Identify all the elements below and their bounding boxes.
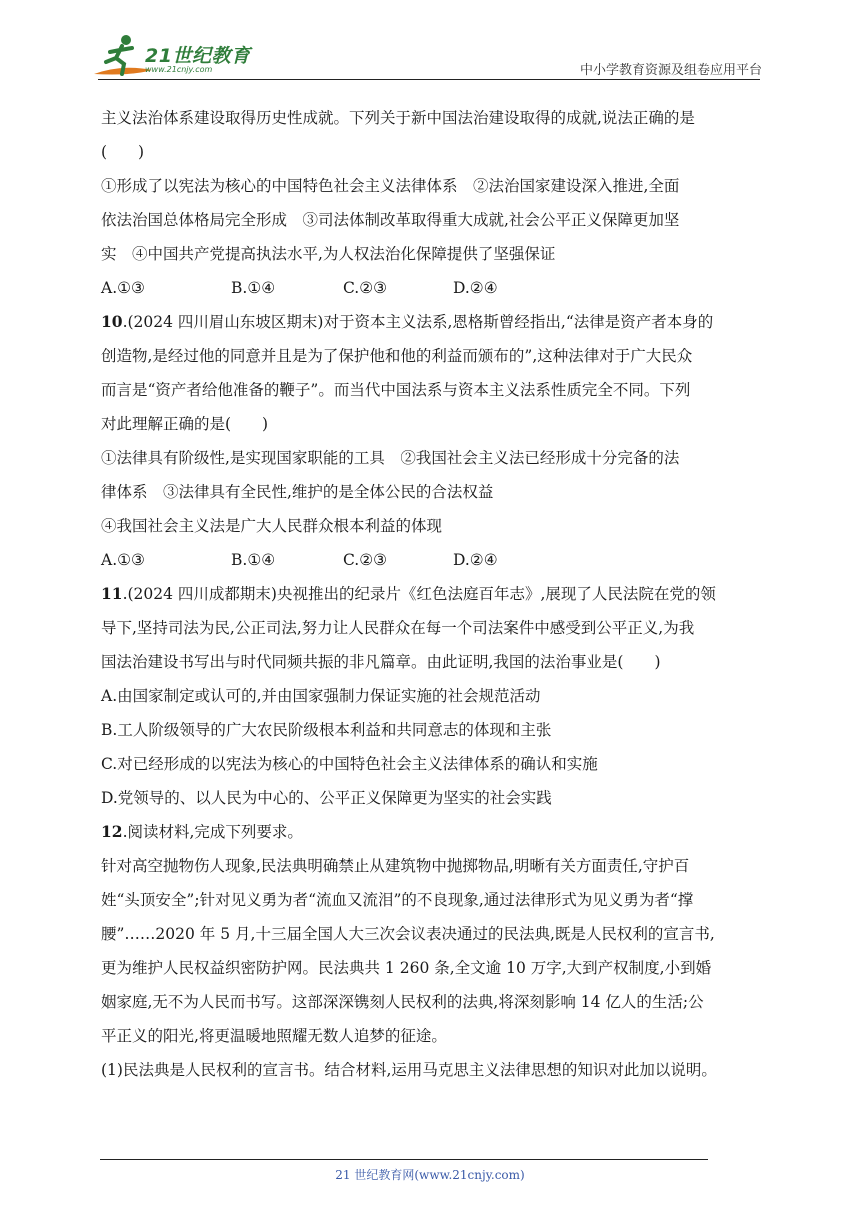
- page-footer: 21 世纪教育网(www.21cnjy.com): [335, 1168, 525, 1182]
- q12-material-line-6: 平正义的阳光,将更温暖地照耀无数人追梦的征途。: [101, 1027, 447, 1045]
- q10-statement-line-2: 律体系 ③法律具有全民性,维护的是全体公民的合法权益: [101, 483, 494, 501]
- q9-stem-line-2: ( ): [101, 143, 145, 161]
- q10-option-d: D.②④: [453, 551, 498, 569]
- page-header: [0, 0, 860, 80]
- q9-statement-line-2: 依法治国总体格局完全形成 ③司法体制改革取得重大成就,社会公平正义保障更加坚: [101, 211, 680, 229]
- q10-stem-text: .(2024 四川眉山东坡区期末)对于资本主义法系,恩格斯曾经指出,“法律是资产者本身的: [122, 313, 714, 331]
- logo-url: www.21cnjy.com: [145, 65, 213, 74]
- q10-stem-line-4: 对此理解正确的是( ): [101, 415, 269, 433]
- q10-stem-line-2: 创造物,是经过他的同意并且是为了保护他和他的利益而颁布的”,这种法律对于广大民众: [101, 347, 693, 365]
- q11-stem-line-2: 导下,坚持司法为民,公正司法,努力让人民群众在每一个司法案件中感受到公平正义,为我: [101, 619, 695, 637]
- q11-option-a: A.由国家制定或认可的,并由国家强制力保证实施的社会规范活动: [101, 687, 541, 705]
- q9-stem-line-1: 主义法治体系建设取得历史性成就。下列关于新中国法治建设取得的成就,说法正确的是: [101, 109, 695, 127]
- q11-option-c: C.对已经形成的以宪法为核心的中国特色社会主义法律体系的确认和实施: [101, 755, 598, 773]
- q11-option-d: D.党领导的、以人民为中心的、公平正义保障更为坚实的社会实践: [101, 789, 552, 807]
- q9-statement-line-3: 实 ④中国共产党提高执法水平,为人权法治化保障提供了坚强保证: [101, 245, 556, 263]
- q12-material-line-1: 针对高空抛物伤人现象,民法典明确禁止从建筑物中抛掷物品,明晰有关方面责任,守护百: [101, 857, 690, 875]
- q12-material-line-2: 姓“头顶安全”;针对见义勇为者“流血又流泪”的不良现象,通过法律形式为见义勇为者“撑: [101, 891, 694, 909]
- header-rule: [98, 79, 760, 80]
- q10-stem-line-3: 而言是“资产者给他准备的鞭子”。而当代中国法系与资本主义法系性质完全不同。下列: [101, 381, 691, 399]
- q9-option-a: A.①③: [101, 279, 145, 297]
- logo-text: 21世纪教育: [145, 45, 251, 67]
- q9-options: [101, 271, 771, 305]
- q10-number: 10: [101, 312, 123, 331]
- q11-number: 11: [101, 584, 123, 603]
- header-title: 中小学教育资源及组卷应用平台: [579, 63, 762, 78]
- q12-material-line-5: 姻家庭,无不为人民而书写。这部深深镌刻人民权利的法典,将深刻影响 14 亿人的生活;公: [101, 993, 704, 1011]
- q9-option-c: C.②③: [343, 279, 388, 297]
- q10-option-c: C.②③: [343, 551, 388, 569]
- footer-rule: [100, 1159, 708, 1160]
- page-content: [101, 101, 771, 1087]
- q12-sub-question-1: (1)民法典是人民权利的宣言书。结合材料,运用马克思主义法律思想的知识对此加以说明。: [101, 1061, 717, 1079]
- q11-stem-text: .(2024 四川成都期末)央视推出的纪录片《红色法庭百年志》,展现了人民法院在党的领: [122, 585, 716, 603]
- q10-statement-line-1: ①法律具有阶级性,是实现国家职能的工具 ②我国社会主义法已经形成十分完备的法: [101, 449, 680, 467]
- q12-number: 12: [101, 822, 123, 841]
- q11-stem-line-3: 国法治建设书写出与时代同频共振的非凡篇章。由此证明,我国的法治事业是( ): [101, 653, 661, 671]
- q12-material-line-4: 更为维护人民权益织密防护网。民法典共 1 260 条,全文逾 10 万字,大到产权制度,小到婚: [101, 959, 712, 977]
- q10-option-a: A.①③: [101, 551, 145, 569]
- q9-statement-line-1: ①形成了以宪法为核心的中国特色社会主义法律体系 ②法治国家建设深入推进,全面: [101, 177, 680, 195]
- q12-material-line-3: 腰”……2020 年 5 月,十三届全国人大三次会议表决通过的民法典,既是人民权利的宣言书,: [101, 925, 715, 943]
- q11-option-b: B.工人阶级领导的广大农民阶级根本利益和共同意志的体现和主张: [101, 721, 552, 739]
- q11-stem-line-1: [101, 577, 771, 611]
- q10-option-b: B.①④: [231, 551, 276, 569]
- q12-stem-text: .阅读材料,完成下列要求。: [122, 823, 303, 841]
- q9-option-d: D.②④: [453, 279, 498, 297]
- q12-stem: [101, 815, 771, 849]
- q9-option-b: B.①④: [231, 279, 276, 297]
- q10-stem-line-1: [101, 305, 771, 339]
- q10-options: [101, 543, 771, 577]
- q10-statement-line-3: ④我国社会主义法是广大人民群众根本利益的体现: [101, 517, 443, 535]
